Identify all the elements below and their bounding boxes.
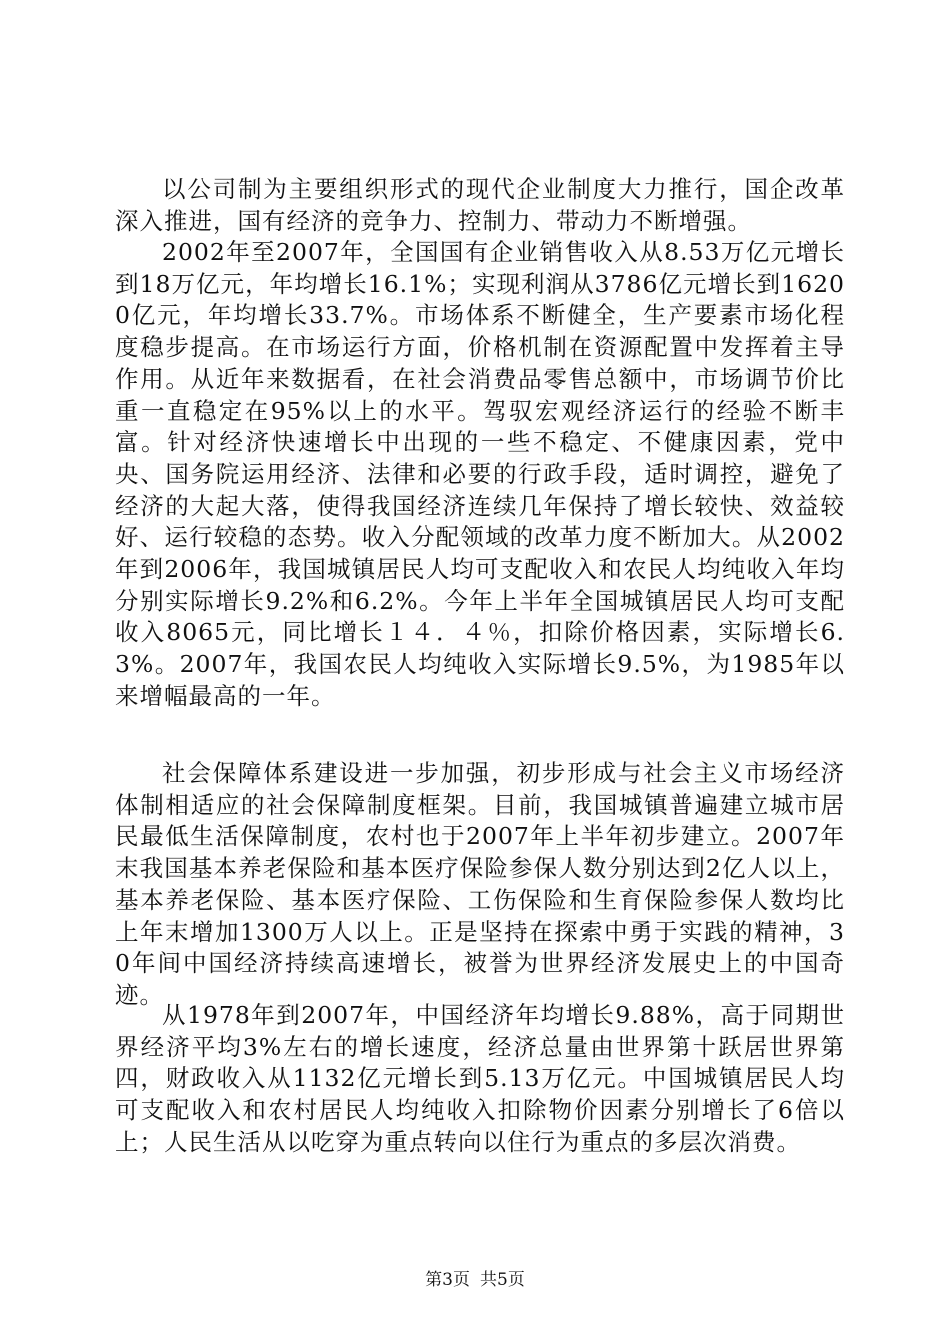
page-footer bbox=[0, 1269, 950, 1291]
paragraph-soe-reform: 以公司制为主要组织形式的现代企业制度大力推行，国企改革深入推进，国有经济的竞争力、控制力、带动力不断增强。 bbox=[115, 175, 845, 235]
paragraph-economic-growth: 2002年至2007年，全国国有企业销售收入从8.53万亿元增长到18万亿元，年均增长16.1%；实现利润从3786亿元增长到16200亿元，年均增长33.7%。市场体系不断健全，生产要素市场化程度稳步提高。在市场运行方面，价格机制在资源配置中发挥着主导作用。从近年来数据看，在社会消费品零售总额中，市场调节价比重一直稳定在95%以上的水平。驾驭宏观经济运行的经验不断丰富。针对经济快速增长中出现的一些不稳定、不健康因素，党中央、国务院运用经济、法律和必要的行政手段，适时调控，避免了经济的大起大落，使得我国经济连续几年保持了增长较快、效益较好、运行较稳的态势。收入分配领域的改革力度不断加大。从2002年到2006年，我国城镇居民人均可支配收入和农民人均纯收入年均分别实际增长9.2%和6.2%。今年上半年全国城镇居民人均可支配收入8065元，同比增长１４．４％，扣除价格因素，实际增长6.3%。2007年，我国农民人均纯收入实际增长9.5%，为1985年以来增幅最高的一年。 bbox=[115, 238, 845, 710]
page-total: 共5页 bbox=[480, 1270, 525, 1290]
page-number: 第3页 bbox=[425, 1270, 470, 1290]
paragraph-social-security: 社会保障体系建设进一步加强，初步形成与社会主义市场经济体制相适应的社会保障制度框架。目前，我国城镇普遍建立城市居民最低生活保障制度，农村也于2007年上半年初步建立。2007年末我国基本养老保险和基本医疗保险参保人数分别达到2亿人以上，基本养老保险、基本医疗保险、工伤保险和生育保险参保人数均比上年末增加1300万人以上。正是坚持在探索中勇于实践的精神，30年间中国经济持续高速增长，被誉为世界经济发展史上的中国奇迹。 bbox=[115, 759, 845, 1009]
paragraph-growth-summary: 从1978年到2007年，中国经济年均增长9.88%，高于同期世界经济平均3%左右的增长速度，经济总量由世界第十跃居世界第四，财政收入从1132亿元增长到5.13万亿元。中国城镇居民人均可支配收入和农村居民人均纯收入扣除物价因素分别增长了6倍以上；人民生活从以吃穿为重点转向以住行为重点的多层次消费。 bbox=[115, 1001, 845, 1156]
